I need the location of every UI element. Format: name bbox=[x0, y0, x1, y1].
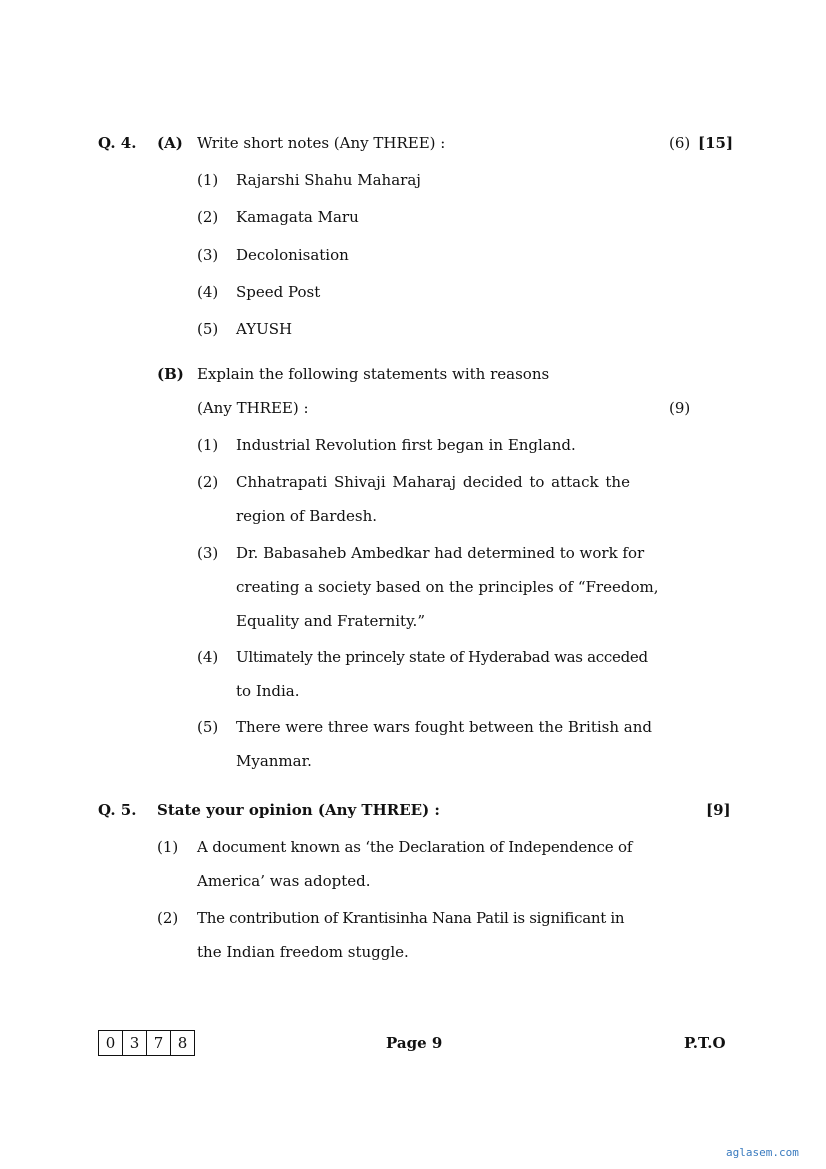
q4-part-b-label: (B) bbox=[157, 365, 184, 383]
list-item-number: (5) bbox=[197, 718, 219, 736]
list-item: Dr. Babasaheb Ambedkar had determined to work for bbox=[236, 544, 645, 562]
list-item: Industrial Revolution first began in England. bbox=[236, 436, 576, 454]
list-item-number: (3) bbox=[197, 246, 219, 264]
list-item-number: (1) bbox=[197, 171, 219, 189]
q4-number: Q. 4. bbox=[98, 134, 137, 152]
list-item-number: (4) bbox=[197, 648, 219, 666]
q4-part-a-marks: (6) bbox=[669, 134, 691, 152]
list-item: Ultimately the princely state of Hyderabad was acceded bbox=[236, 648, 648, 666]
list-item-number: (3) bbox=[197, 544, 219, 562]
list-item-cont: Equality and Fraternity.” bbox=[236, 612, 425, 630]
paper-code-digit: 3 bbox=[123, 1031, 147, 1055]
paper-code-digit: 7 bbox=[147, 1031, 171, 1055]
q4-part-b-marks: (9) bbox=[669, 399, 691, 417]
q4-part-b-instruction-cont: (Any THREE) : bbox=[197, 399, 309, 417]
list-item-cont: the Indian freedom stuggle. bbox=[197, 943, 409, 961]
list-item-cont: to India. bbox=[236, 682, 300, 700]
pto-label: P.T.O bbox=[684, 1034, 726, 1052]
list-item-number: (4) bbox=[197, 283, 219, 301]
list-item: Kamagata Maru bbox=[236, 208, 359, 226]
list-item-cont: region of Bardesh. bbox=[236, 507, 377, 525]
list-item-number: (1) bbox=[157, 838, 179, 856]
list-item: There were three wars fought between the British and bbox=[236, 718, 653, 736]
list-item-cont: America’ was adopted. bbox=[197, 872, 371, 890]
paper-code-digit: 0 bbox=[99, 1031, 123, 1055]
q5-number: Q. 5. bbox=[98, 801, 137, 819]
list-item-cont: creating a society based on the principles of “Freedom, bbox=[236, 578, 659, 596]
list-item: Rajarshi Shahu Maharaj bbox=[236, 171, 421, 189]
q4-part-a-label: (A) bbox=[157, 134, 183, 152]
paper-code-digit: 8 bbox=[177, 1034, 188, 1052]
list-item-number: (2) bbox=[157, 909, 179, 927]
list-item: Speed Post bbox=[236, 283, 321, 301]
q4-part-a-instruction: Write short notes (Any THREE) : bbox=[197, 134, 446, 152]
list-item-cont: Myanmar. bbox=[236, 752, 312, 770]
list-item: A document known as ‘the Declaration of Independence of bbox=[197, 838, 633, 856]
q5-instruction: State your opinion (Any THREE) : bbox=[157, 801, 440, 819]
paper-code-box bbox=[98, 1030, 195, 1056]
page-number: Page 9 bbox=[386, 1034, 443, 1052]
list-item: AYUSH bbox=[236, 320, 293, 338]
list-item-number: (2) bbox=[197, 473, 219, 491]
watermark: aglasem.com bbox=[726, 1146, 799, 1159]
list-item: The contribution of Krantisinha Nana Patil is significant in bbox=[197, 909, 625, 927]
list-item: Chhatrapati Shivaji Maharaj decided to attack the bbox=[236, 473, 630, 491]
list-item-number: (5) bbox=[197, 320, 219, 338]
list-item: Decolonisation bbox=[236, 246, 349, 264]
q4-total-marks: [15] bbox=[698, 134, 734, 152]
q4-part-b-instruction: Explain the following statements with reasons bbox=[197, 365, 550, 383]
list-item-number: (2) bbox=[197, 208, 219, 226]
q5-total-marks: [9] bbox=[706, 801, 731, 819]
list-item-number: (1) bbox=[197, 436, 219, 454]
